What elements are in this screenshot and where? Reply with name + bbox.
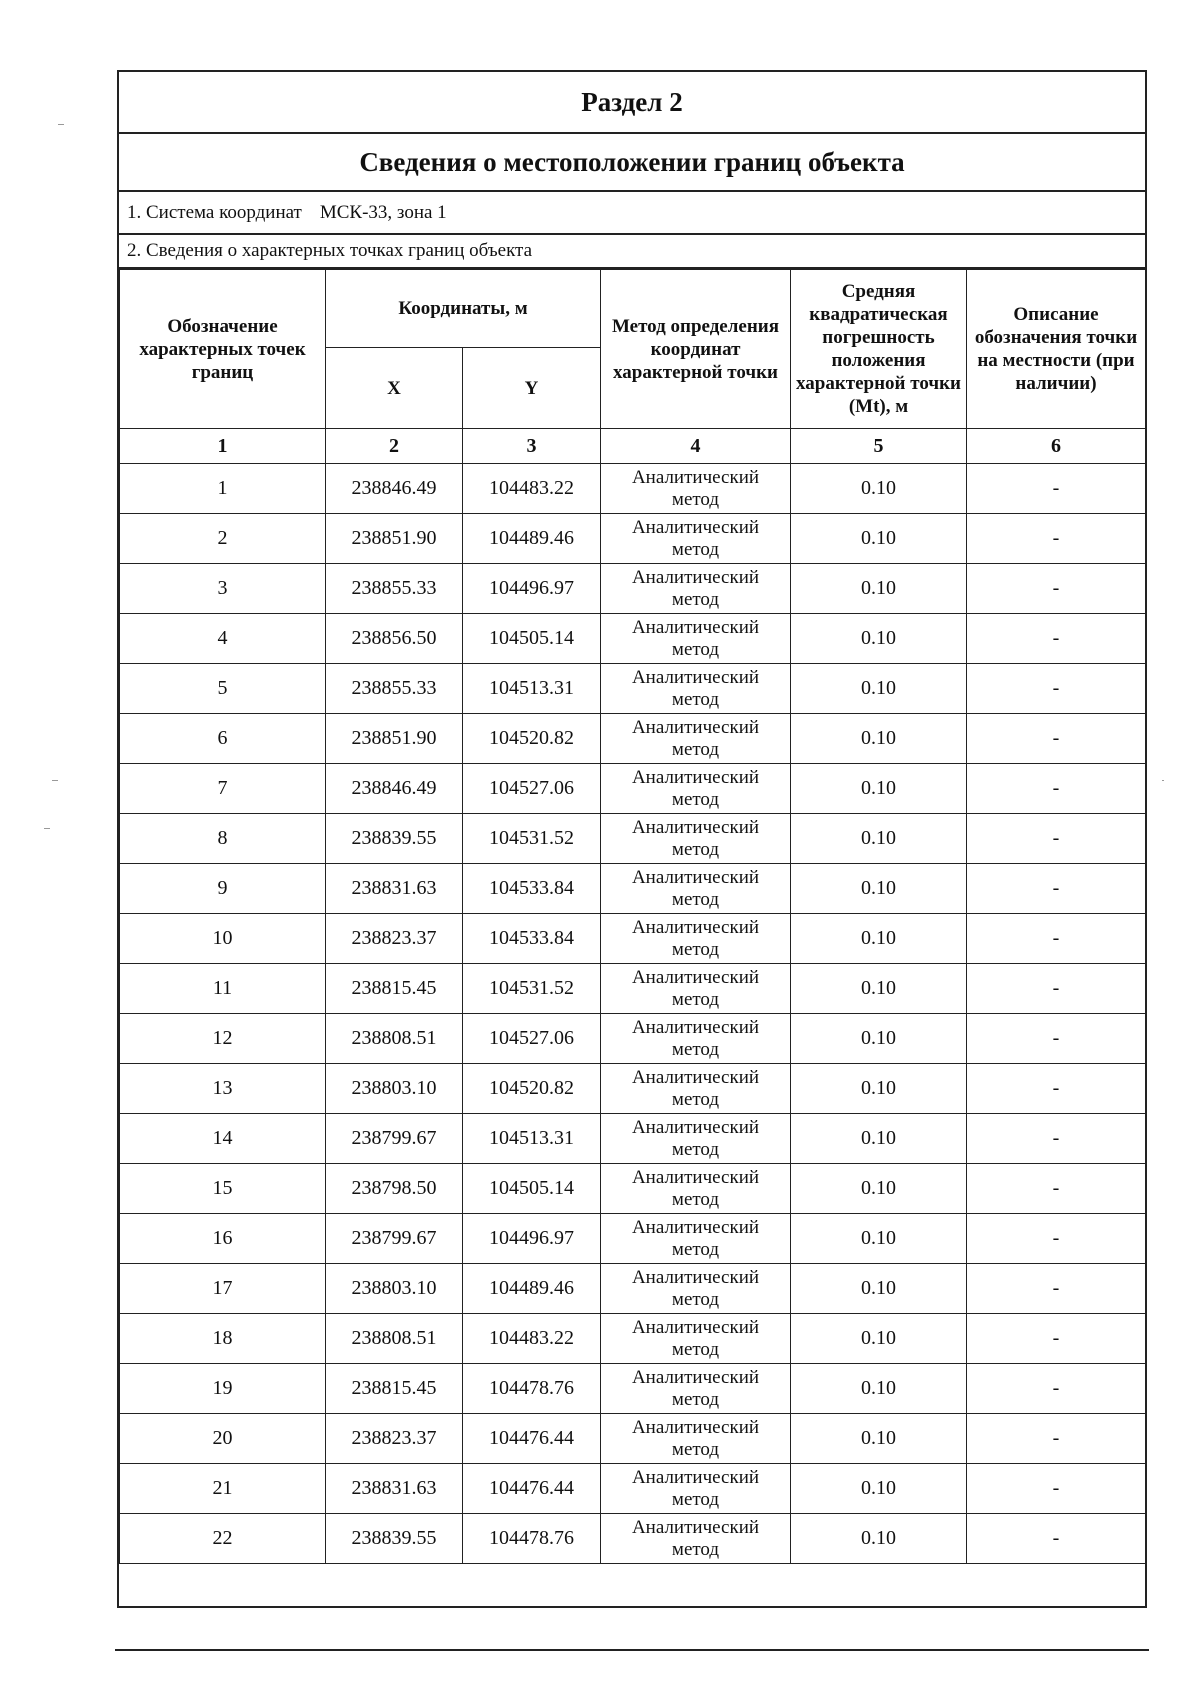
x-coordinate-cell: 238803.10 — [326, 1264, 463, 1314]
method-line-1: Аналитический — [631, 516, 760, 538]
method-line-2: метод — [671, 1388, 720, 1410]
description-cell: - — [967, 464, 1146, 514]
method-cell — [601, 1464, 791, 1514]
method-cell — [601, 864, 791, 914]
x-coordinate-cell: 238799.67 — [326, 1214, 463, 1264]
y-coordinate-cell: 104476.44 — [463, 1414, 601, 1464]
y-coordinate-cell: 104533.84 — [463, 864, 601, 914]
description-cell: - — [967, 764, 1146, 814]
y-coordinate-cell: 104520.82 — [463, 1064, 601, 1114]
header-coords: Координаты, м — [326, 270, 601, 348]
point-number-cell: 21 — [120, 1464, 326, 1514]
description-cell: - — [967, 1064, 1146, 1114]
point-number-cell: 14 — [120, 1114, 326, 1164]
table-row — [120, 764, 1146, 814]
method-cell — [601, 814, 791, 864]
table-row — [120, 714, 1146, 764]
table-row — [120, 1414, 1146, 1464]
section-subtitle: Сведения о местоположении границ объекта — [119, 134, 1145, 192]
header-y: Y — [463, 348, 601, 429]
table-row — [120, 1514, 1146, 1564]
mt-cell: 0.10 — [791, 714, 967, 764]
table-row — [120, 1464, 1146, 1514]
header-description: Описание обозначения точки на местности (при наличии) — [967, 270, 1146, 429]
y-coordinate-cell: 104533.84 — [463, 914, 601, 964]
method-line-1: Аналитический — [631, 866, 760, 888]
table-row — [120, 914, 1146, 964]
section-title: Раздел 2 — [119, 72, 1145, 134]
footer-divider — [115, 1649, 1149, 1651]
x-coordinate-cell: 238846.49 — [326, 764, 463, 814]
column-number: 6 — [967, 429, 1146, 464]
method-cell — [601, 1364, 791, 1414]
method-line-1: Аналитический — [631, 966, 760, 988]
mt-cell: 0.10 — [791, 614, 967, 664]
x-coordinate-cell: 238855.33 — [326, 664, 463, 714]
y-coordinate-cell: 104489.46 — [463, 514, 601, 564]
mt-cell: 0.10 — [791, 864, 967, 914]
method-line-1: Аналитический — [631, 1416, 760, 1438]
mt-cell: 0.10 — [791, 1164, 967, 1214]
method-cell — [601, 1514, 791, 1564]
method-cell — [601, 1414, 791, 1464]
x-coordinate-cell: 238851.90 — [326, 714, 463, 764]
y-coordinate-cell: 104489.46 — [463, 1264, 601, 1314]
x-coordinate-cell: 238831.63 — [326, 864, 463, 914]
description-cell: - — [967, 614, 1146, 664]
table-row — [120, 464, 1146, 514]
method-line-2: метод — [671, 1338, 720, 1360]
method-line-2: метод — [671, 1438, 720, 1460]
table-row — [120, 614, 1146, 664]
description-cell: - — [967, 964, 1146, 1014]
coord-system-value: МСК-33, зона 1 — [319, 201, 447, 223]
mt-cell: 0.10 — [791, 1314, 967, 1364]
x-coordinate-cell: 238855.33 — [326, 564, 463, 614]
method-line-1: Аналитический — [631, 1466, 760, 1488]
method-cell — [601, 614, 791, 664]
description-cell: - — [967, 914, 1146, 964]
description-cell: - — [967, 514, 1146, 564]
point-number-cell: 17 — [120, 1264, 326, 1314]
mt-cell: 0.10 — [791, 914, 967, 964]
x-coordinate-cell: 238839.55 — [326, 1514, 463, 1564]
method-cell — [601, 1314, 791, 1364]
method-cell — [601, 1264, 791, 1314]
y-coordinate-cell: 104513.31 — [463, 664, 601, 714]
method-line-2: метод — [671, 1038, 720, 1060]
description-cell: - — [967, 714, 1146, 764]
method-cell — [601, 1064, 791, 1114]
method-cell — [601, 1164, 791, 1214]
method-line-2: метод — [671, 538, 720, 560]
point-number-cell: 18 — [120, 1314, 326, 1364]
method-cell — [601, 914, 791, 964]
y-coordinate-cell: 104531.52 — [463, 964, 601, 1014]
mt-cell: 0.10 — [791, 1214, 967, 1264]
description-cell: - — [967, 814, 1146, 864]
mt-cell: 0.10 — [791, 1364, 967, 1414]
scan-speck — [58, 124, 64, 125]
table-row — [120, 964, 1146, 1014]
method-line-1: Аналитический — [631, 1066, 760, 1088]
mt-cell: 0.10 — [791, 464, 967, 514]
point-number-cell: 6 — [120, 714, 326, 764]
method-cell — [601, 1114, 791, 1164]
description-cell: - — [967, 1464, 1146, 1514]
method-line-2: метод — [671, 688, 720, 710]
method-line-1: Аналитический — [631, 1516, 760, 1538]
x-coordinate-cell: 238815.45 — [326, 1364, 463, 1414]
method-line-2: метод — [671, 788, 720, 810]
x-coordinate-cell: 238799.67 — [326, 1114, 463, 1164]
method-line-1: Аналитический — [631, 1316, 760, 1338]
point-number-cell: 9 — [120, 864, 326, 914]
description-cell: - — [967, 664, 1146, 714]
point-number-cell: 20 — [120, 1414, 326, 1464]
method-line-1: Аналитический — [631, 1216, 760, 1238]
header-x: X — [326, 348, 463, 429]
x-coordinate-cell: 238823.37 — [326, 914, 463, 964]
method-line-1: Аналитический — [631, 1266, 760, 1288]
mt-cell: 0.10 — [791, 964, 967, 1014]
mt-cell: 0.10 — [791, 664, 967, 714]
table-row — [120, 1214, 1146, 1264]
x-coordinate-cell: 238856.50 — [326, 614, 463, 664]
point-number-cell: 3 — [120, 564, 326, 614]
column-number: 1 — [120, 429, 326, 464]
method-cell — [601, 964, 791, 1014]
x-coordinate-cell: 238851.90 — [326, 514, 463, 564]
header-point: Обозначение характерных точек границ — [120, 270, 326, 429]
method-line-2: метод — [671, 1188, 720, 1210]
method-line-2: метод — [671, 738, 720, 760]
point-number-cell: 10 — [120, 914, 326, 964]
y-coordinate-cell: 104496.97 — [463, 1214, 601, 1264]
header-method: Метод определения координат характерной точки — [601, 270, 791, 429]
method-line-2: метод — [671, 988, 720, 1010]
method-line-1: Аналитический — [631, 1166, 760, 1188]
table-row — [120, 864, 1146, 914]
y-coordinate-cell: 104505.14 — [463, 614, 601, 664]
mt-cell: 0.10 — [791, 1264, 967, 1314]
description-cell: - — [967, 1414, 1146, 1464]
x-coordinate-cell: 238839.55 — [326, 814, 463, 864]
point-number-cell: 19 — [120, 1364, 326, 1414]
point-number-cell: 12 — [120, 1014, 326, 1064]
description-cell: - — [967, 564, 1146, 614]
point-number-cell: 11 — [120, 964, 326, 1014]
point-number-cell: 7 — [120, 764, 326, 814]
mt-cell: 0.10 — [791, 1464, 967, 1514]
mt-cell: 0.10 — [791, 564, 967, 614]
method-cell — [601, 764, 791, 814]
point-number-cell: 13 — [120, 1064, 326, 1114]
description-cell: - — [967, 1164, 1146, 1214]
method-cell — [601, 714, 791, 764]
method-line-2: метод — [671, 1088, 720, 1110]
method-line-2: метод — [671, 588, 720, 610]
method-line-2: метод — [671, 1138, 720, 1160]
description-cell: - — [967, 1364, 1146, 1414]
header-error: Средняя квадратическая погрешность положения характерной точки (Mt), м — [791, 270, 967, 429]
column-number: 2 — [326, 429, 463, 464]
mt-cell: 0.10 — [791, 764, 967, 814]
mt-cell: 0.10 — [791, 1114, 967, 1164]
method-line-2: метод — [671, 888, 720, 910]
x-coordinate-cell: 238831.63 — [326, 1464, 463, 1514]
mt-cell: 0.10 — [791, 814, 967, 864]
point-number-cell: 22 — [120, 1514, 326, 1564]
method-line-2: метод — [671, 938, 720, 960]
table-row — [120, 1264, 1146, 1314]
y-coordinate-cell: 104478.76 — [463, 1514, 601, 1564]
y-coordinate-cell: 104527.06 — [463, 764, 601, 814]
coord-system-label: 1. Система координат — [127, 201, 302, 223]
method-line-1: Аналитический — [631, 616, 760, 638]
method-cell — [601, 1214, 791, 1264]
x-coordinate-cell: 238823.37 — [326, 1414, 463, 1464]
method-line-1: Аналитический — [631, 1116, 760, 1138]
y-coordinate-cell: 104496.97 — [463, 564, 601, 614]
method-line-1: Аналитический — [631, 816, 760, 838]
mt-cell: 0.10 — [791, 514, 967, 564]
point-number-cell: 1 — [120, 464, 326, 514]
method-line-2: метод — [671, 488, 720, 510]
point-number-cell: 8 — [120, 814, 326, 864]
method-cell — [601, 514, 791, 564]
method-cell — [601, 464, 791, 514]
method-line-1: Аналитический — [631, 566, 760, 588]
point-number-cell: 4 — [120, 614, 326, 664]
point-number-cell: 16 — [120, 1214, 326, 1264]
column-number: 5 — [791, 429, 967, 464]
y-coordinate-cell: 104478.76 — [463, 1364, 601, 1414]
y-coordinate-cell: 104527.06 — [463, 1014, 601, 1064]
method-line-1: Аналитический — [631, 466, 760, 488]
description-cell: - — [967, 1264, 1146, 1314]
y-coordinate-cell: 104505.14 — [463, 1164, 601, 1214]
y-coordinate-cell: 104476.44 — [463, 1464, 601, 1514]
method-line-2: метод — [671, 1538, 720, 1560]
coord-system-row — [119, 192, 1145, 235]
method-line-1: Аналитический — [631, 1016, 760, 1038]
method-line-2: метод — [671, 638, 720, 660]
scan-speck — [1162, 780, 1164, 781]
mt-cell: 0.10 — [791, 1514, 967, 1564]
x-coordinate-cell: 238846.49 — [326, 464, 463, 514]
description-cell: - — [967, 1314, 1146, 1364]
table-row — [120, 1364, 1146, 1414]
method-line-2: метод — [671, 1238, 720, 1260]
column-number-row — [120, 429, 1146, 464]
table-row — [120, 1014, 1146, 1064]
method-cell — [601, 1014, 791, 1064]
column-number: 3 — [463, 429, 601, 464]
mt-cell: 0.10 — [791, 1064, 967, 1114]
x-coordinate-cell: 238798.50 — [326, 1164, 463, 1214]
y-coordinate-cell: 104531.52 — [463, 814, 601, 864]
table-row — [120, 514, 1146, 564]
scan-speck — [52, 780, 58, 781]
description-cell: - — [967, 1014, 1146, 1064]
method-line-1: Аналитический — [631, 766, 760, 788]
y-coordinate-cell: 104483.22 — [463, 464, 601, 514]
method-line-2: метод — [671, 838, 720, 860]
mt-cell: 0.10 — [791, 1414, 967, 1464]
description-cell: - — [967, 864, 1146, 914]
mt-cell: 0.10 — [791, 1014, 967, 1064]
y-coordinate-cell: 104513.31 — [463, 1114, 601, 1164]
table-row — [120, 814, 1146, 864]
method-line-2: метод — [671, 1488, 720, 1510]
x-coordinate-cell: 238808.51 — [326, 1014, 463, 1064]
y-coordinate-cell: 104520.82 — [463, 714, 601, 764]
description-cell: - — [967, 1114, 1146, 1164]
point-number-cell: 15 — [120, 1164, 326, 1214]
point-number-cell: 5 — [120, 664, 326, 714]
points-heading: 2. Сведения о характерных точках границ объекта — [119, 235, 1145, 269]
method-line-2: метод — [671, 1288, 720, 1310]
point-number-cell: 2 — [120, 514, 326, 564]
y-coordinate-cell: 104483.22 — [463, 1314, 601, 1364]
table-row — [120, 1064, 1146, 1114]
x-coordinate-cell: 238808.51 — [326, 1314, 463, 1364]
table-row — [120, 1164, 1146, 1214]
document-frame — [117, 70, 1147, 1608]
points-table — [119, 269, 1146, 1564]
table-row — [120, 564, 1146, 614]
column-number: 4 — [601, 429, 791, 464]
method-line-1: Аналитический — [631, 1366, 760, 1388]
method-line-1: Аналитический — [631, 916, 760, 938]
x-coordinate-cell: 238803.10 — [326, 1064, 463, 1114]
method-cell — [601, 564, 791, 614]
method-line-1: Аналитический — [631, 716, 760, 738]
method-line-1: Аналитический — [631, 666, 760, 688]
table-row — [120, 1114, 1146, 1164]
method-cell — [601, 664, 791, 714]
table-row — [120, 1314, 1146, 1364]
scan-speck — [44, 828, 50, 829]
x-coordinate-cell: 238815.45 — [326, 964, 463, 1014]
description-cell: - — [967, 1214, 1146, 1264]
table-row — [120, 664, 1146, 714]
description-cell: - — [967, 1514, 1146, 1564]
